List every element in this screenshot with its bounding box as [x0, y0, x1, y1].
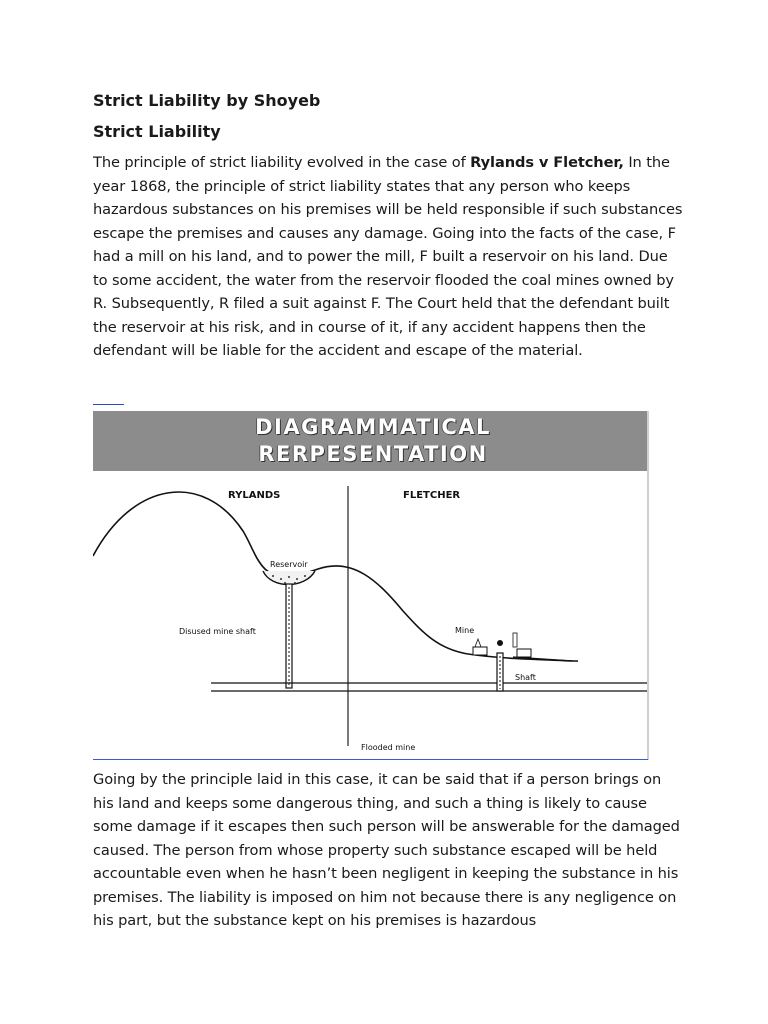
mine-building-2 [517, 649, 531, 657]
mine-building-1 [473, 647, 487, 655]
document-title: Strict Liability by Shoyeb [93, 91, 321, 110]
figure-right-edge [647, 411, 649, 760]
banner-line-2: RERPESENTATION [258, 442, 488, 466]
paragraph-intro-rest: In the year 1868, the principle of strict liability states that any person who keeps hazardous substances on his premises will be held responsible if such substances escape the premises and causes any damage. Going into the facts of the case, F had a mill on his land, and to power the mill, F built a reservoir on his land. Due to some accident, the water from the reservoir flooded the coal mines owned by R. Subsequently, R filed a suit against F. The Court held that the defendant built the reservoir at his risk, and in course of it, if any accident happens then the defendant will be liable for the accident and escape of the material. [93, 154, 683, 359]
banner-line-1: DIAGRAMMATICAL [255, 415, 491, 439]
label-rylands: RYLANDS [228, 490, 281, 501]
hyperlink-stub[interactable] [93, 404, 124, 405]
label-mine: Mine [455, 626, 475, 635]
terrain-line [93, 492, 578, 661]
figure-hyperlink-rule[interactable] [93, 759, 648, 760]
label-reservoir: Reservoir [270, 560, 308, 569]
document-body [93, 88, 683, 363]
diagram-drawing [93, 411, 648, 760]
diagram-figure [93, 411, 648, 760]
mine-tower [513, 633, 517, 647]
section-heading: Strict Liability [93, 122, 221, 141]
label-disused-shaft: Disused mine shaft [179, 627, 256, 636]
label-flooded-mine: Flooded mine [361, 743, 416, 752]
paragraph-principle: Going by the principle laid in this case, it can be said that if a person brings on his land and keeps some dangerous thing, and such a thing is likely to cause some damage if it escapes then such person will be answerable for the damaged caused. The person from whose property such substance escaped will be held accountable even when he hasn’t been negligent in keeping the substance in his premises. The liability is imposed on him not because there is any negligence on his part, but the substance kept on his premises is hazardous [93, 771, 680, 929]
paragraph-principle-container [93, 768, 683, 933]
case-name: Rylands v Fletcher, [470, 154, 624, 171]
paragraph-intro-lead: The principle of strict liability evolved in the case of [93, 154, 471, 171]
label-shaft: Shaft [515, 673, 536, 682]
label-fletcher: FLETCHER [403, 490, 461, 501]
mine-headgear [497, 640, 503, 646]
paragraph-intro [93, 151, 683, 363]
